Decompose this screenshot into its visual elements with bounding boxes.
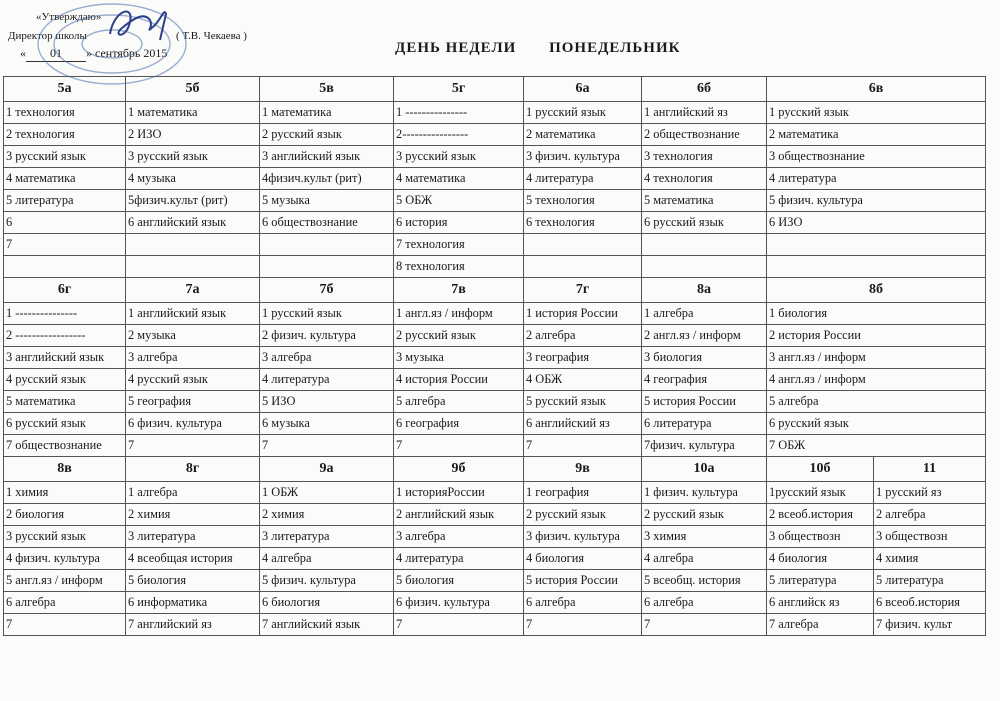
lesson-cell: 6 русский язык: [642, 212, 767, 234]
lesson-cell: 6: [4, 212, 126, 234]
lesson-cell: 1 русский язык: [260, 303, 394, 325]
lesson-cell: [4, 256, 126, 278]
lesson-cell: 4 математика: [4, 168, 126, 190]
lesson-cell: 4 биология: [524, 548, 642, 570]
approval-title: «Утверждаю»: [36, 11, 102, 23]
lesson-cell: 7: [394, 435, 524, 457]
lesson-cell: 3 физич. культура: [524, 146, 642, 168]
lesson-cell: 3 русский язык: [4, 146, 126, 168]
lesson-row: [4, 303, 986, 325]
schedule-table: [3, 76, 986, 636]
lesson-cell: 6 информатика: [126, 592, 260, 614]
lesson-cell: [767, 234, 986, 256]
lesson-row: [4, 548, 986, 570]
lesson-cell: 4 математика: [394, 168, 524, 190]
class-header: 7а: [126, 278, 260, 303]
director-signature: [104, 0, 174, 48]
lesson-cell: [260, 234, 394, 256]
lesson-cell: 3 литература: [126, 526, 260, 548]
lesson-row: [4, 482, 986, 504]
lesson-row: [4, 146, 986, 168]
class-header: 7б: [260, 278, 394, 303]
lesson-cell: 2 алгебра: [874, 504, 986, 526]
lesson-cell: 1 химия: [4, 482, 126, 504]
lesson-cell: 3 русский язык: [394, 146, 524, 168]
lesson-cell: 7 ОБЖ: [767, 435, 986, 457]
class-header: 6а: [524, 77, 642, 102]
class-header: 8б: [767, 278, 986, 303]
lesson-cell: 1 технология: [4, 102, 126, 124]
lesson-cell: 5 история России: [642, 391, 767, 413]
lesson-cell: 2 математика: [767, 124, 986, 146]
lesson-cell: 3 физич. культура: [524, 526, 642, 548]
approval-date-day: 01: [26, 46, 86, 62]
lesson-cell: 7 физич. культ: [874, 614, 986, 636]
lesson-cell: 2 музыка: [126, 325, 260, 347]
class-header: 9б: [394, 457, 524, 482]
lesson-cell: 2 всеоб.история: [767, 504, 874, 526]
lesson-cell: 1русский язык: [767, 482, 874, 504]
lesson-cell: 1 биология: [767, 303, 986, 325]
lesson-cell: [767, 256, 986, 278]
class-header: 10а: [642, 457, 767, 482]
lesson-cell: 3 алгебра: [394, 526, 524, 548]
class-header-row: [4, 457, 986, 482]
lesson-cell: 6 всеоб.история: [874, 592, 986, 614]
lesson-cell: 7: [524, 435, 642, 457]
lesson-row: [4, 435, 986, 457]
lesson-cell: 5 математика: [4, 391, 126, 413]
lesson-cell: 5 география: [126, 391, 260, 413]
lesson-cell: 4 музыка: [126, 168, 260, 190]
lesson-cell: 2 русский язык: [394, 325, 524, 347]
lesson-cell: 5 музыка: [260, 190, 394, 212]
lesson-row: [4, 413, 986, 435]
lesson-cell: 1 ---------------: [4, 303, 126, 325]
heading-day: ПОНЕДЕЛЬНИК: [549, 40, 681, 56]
lesson-cell: 4 ОБЖ: [524, 369, 642, 391]
director-label: Директор школы: [8, 30, 87, 42]
lesson-cell: 3 русский язык: [126, 146, 260, 168]
lesson-cell: 2 русский язык: [642, 504, 767, 526]
lesson-cell: [126, 256, 260, 278]
class-header: 9а: [260, 457, 394, 482]
lesson-cell: 3 география: [524, 347, 642, 369]
lesson-row: [4, 592, 986, 614]
lesson-cell: 5 алгебра: [394, 391, 524, 413]
lesson-cell: 2 математика: [524, 124, 642, 146]
lesson-cell: 2 русский язык: [260, 124, 394, 146]
lesson-cell: 6 алгебра: [524, 592, 642, 614]
lesson-cell: 6 музыка: [260, 413, 394, 435]
lesson-cell: 1 английский язык: [126, 303, 260, 325]
lesson-cell: 6 физич. культура: [394, 592, 524, 614]
lesson-cell: 6 русский язык: [767, 413, 986, 435]
lesson-cell: 3 музыка: [394, 347, 524, 369]
lesson-cell: 2 обществознание: [642, 124, 767, 146]
lesson-cell: 6 алгебра: [4, 592, 126, 614]
class-header: 7г: [524, 278, 642, 303]
class-header: 5а: [4, 77, 126, 102]
lesson-cell: 5 ИЗО: [260, 391, 394, 413]
lesson-cell: 5 всеобщ. история: [642, 570, 767, 592]
lesson-row: [4, 570, 986, 592]
lesson-cell: 6 литература: [642, 413, 767, 435]
lesson-cell: 4 литература: [394, 548, 524, 570]
lesson-cell: 6 английский язык: [126, 212, 260, 234]
lesson-cell: 4 география: [642, 369, 767, 391]
lesson-cell: 7 обществознание: [4, 435, 126, 457]
lesson-cell: 4 литература: [524, 168, 642, 190]
lesson-cell: 7: [4, 614, 126, 636]
lesson-cell: 5 история России: [524, 570, 642, 592]
lesson-cell: 5 литература: [4, 190, 126, 212]
lesson-cell: 4физич.культ (рит): [260, 168, 394, 190]
lesson-cell: 5 англ.яз / информ: [4, 570, 126, 592]
approval-date: « 01 » сентябрь 2015: [20, 46, 168, 60]
class-header: 5б: [126, 77, 260, 102]
class-header: 6г: [4, 278, 126, 303]
lesson-cell: 3 химия: [642, 526, 767, 548]
lesson-cell: 2 технология: [4, 124, 126, 146]
lesson-cell: 6 технология: [524, 212, 642, 234]
lesson-cell: 4 литература: [767, 168, 986, 190]
lesson-cell: 2 русский язык: [524, 504, 642, 526]
lesson-cell: 7: [394, 614, 524, 636]
lesson-cell: 7: [642, 614, 767, 636]
lesson-cell: 5 русский язык: [524, 391, 642, 413]
lesson-cell: 7 английский яз: [126, 614, 260, 636]
lesson-row: [4, 325, 986, 347]
lesson-cell: 2 английский язык: [394, 504, 524, 526]
lesson-cell: 6 физич. культура: [126, 413, 260, 435]
lesson-cell: 5 биология: [394, 570, 524, 592]
lesson-cell: 1 англ.яз / информ: [394, 303, 524, 325]
lesson-cell: 2 алгебра: [524, 325, 642, 347]
class-header: 9в: [524, 457, 642, 482]
lesson-cell: 1 русский яз: [874, 482, 986, 504]
lesson-row: [4, 102, 986, 124]
lesson-cell: 7: [4, 234, 126, 256]
page-heading: [395, 40, 709, 57]
lesson-cell: [260, 256, 394, 278]
lesson-cell: 5 технология: [524, 190, 642, 212]
lesson-cell: 2 -----------------: [4, 325, 126, 347]
lesson-cell: [524, 256, 642, 278]
lesson-cell: 1 география: [524, 482, 642, 504]
lesson-cell: 2 история России: [767, 325, 986, 347]
lesson-cell: 6 обществознание: [260, 212, 394, 234]
lesson-cell: 5 физич. культура: [767, 190, 986, 212]
lesson-cell: 1 ОБЖ: [260, 482, 394, 504]
lesson-row: [4, 190, 986, 212]
heading-label: ДЕНЬ НЕДЕЛИ: [395, 40, 517, 56]
class-header: 5в: [260, 77, 394, 102]
class-header: 6в: [767, 77, 986, 102]
lesson-cell: 3 обществозн: [767, 526, 874, 548]
lesson-cell: 6 английский яз: [524, 413, 642, 435]
lesson-cell: 1 русский язык: [524, 102, 642, 124]
lesson-cell: 3 англ.яз / информ: [767, 347, 986, 369]
lesson-row: [4, 347, 986, 369]
lesson-cell: 3 алгебра: [260, 347, 394, 369]
lesson-cell: 1 ---------------: [394, 102, 524, 124]
lesson-cell: 7: [260, 435, 394, 457]
lesson-cell: 5 математика: [642, 190, 767, 212]
lesson-cell: 2 биология: [4, 504, 126, 526]
class-header: 11: [874, 457, 986, 482]
lesson-cell: 3 обществозн: [874, 526, 986, 548]
lesson-row: [4, 212, 986, 234]
lesson-cell: [642, 234, 767, 256]
lesson-cell: 4 всеобщая история: [126, 548, 260, 570]
lesson-cell: 5 физич. культура: [260, 570, 394, 592]
lesson-cell: 1 русский язык: [767, 102, 986, 124]
lesson-cell: 1 физич. культура: [642, 482, 767, 504]
lesson-cell: [642, 256, 767, 278]
lesson-cell: 6 русский язык: [4, 413, 126, 435]
class-header: 8в: [4, 457, 126, 482]
lesson-cell: 7 технология: [394, 234, 524, 256]
lesson-cell: 2 химия: [260, 504, 394, 526]
lesson-cell: 4 технология: [642, 168, 767, 190]
lesson-cell: 4 история России: [394, 369, 524, 391]
lesson-cell: 3 литература: [260, 526, 394, 548]
lesson-cell: 1 историяРоссии: [394, 482, 524, 504]
lesson-cell: 6 география: [394, 413, 524, 435]
lesson-cell: [126, 234, 260, 256]
lesson-cell: 5 литература: [767, 570, 874, 592]
lesson-cell: 6 история: [394, 212, 524, 234]
class-header: 6б: [642, 77, 767, 102]
lesson-cell: 2 ИЗО: [126, 124, 260, 146]
lesson-cell: 4 литература: [260, 369, 394, 391]
lesson-cell: 4 физич. культура: [4, 548, 126, 570]
lesson-cell: 4 химия: [874, 548, 986, 570]
lesson-cell: 7: [524, 614, 642, 636]
lesson-row: [4, 526, 986, 548]
lesson-cell: 1 алгебра: [642, 303, 767, 325]
lesson-cell: 6 английск яз: [767, 592, 874, 614]
lesson-cell: 1 математика: [260, 102, 394, 124]
lesson-row: [4, 234, 986, 256]
director-name: ( Т.В. Чекаева ): [176, 30, 247, 42]
lesson-row: [4, 124, 986, 146]
lesson-cell: 3 русский язык: [4, 526, 126, 548]
lesson-cell: 4 алгебра: [642, 548, 767, 570]
lesson-cell: 4 алгебра: [260, 548, 394, 570]
lesson-row: [4, 369, 986, 391]
lesson-cell: 5 биология: [126, 570, 260, 592]
lesson-cell: 4 биология: [767, 548, 874, 570]
lesson-cell: 5 ОБЖ: [394, 190, 524, 212]
lesson-cell: 6 биология: [260, 592, 394, 614]
class-header: 5г: [394, 77, 524, 102]
class-header: 7в: [394, 278, 524, 303]
lesson-cell: 1 английский яз: [642, 102, 767, 124]
lesson-cell: 2 химия: [126, 504, 260, 526]
lesson-cell: 1 история России: [524, 303, 642, 325]
lesson-cell: 3 биология: [642, 347, 767, 369]
class-header-row: [4, 77, 986, 102]
class-header: 8г: [126, 457, 260, 482]
lesson-cell: 2 англ.яз / информ: [642, 325, 767, 347]
lesson-row: [4, 614, 986, 636]
lesson-cell: 5 литература: [874, 570, 986, 592]
class-header: 10б: [767, 457, 874, 482]
lesson-cell: 2 физич. культура: [260, 325, 394, 347]
lesson-cell: 3 технология: [642, 146, 767, 168]
lesson-row: [4, 256, 986, 278]
lesson-cell: 5 алгебра: [767, 391, 986, 413]
lesson-cell: 4 русский язык: [126, 369, 260, 391]
lesson-cell: 3 английский язык: [4, 347, 126, 369]
lesson-cell: 7физич. культура: [642, 435, 767, 457]
lesson-cell: 1 алгебра: [126, 482, 260, 504]
lesson-cell: 2----------------: [394, 124, 524, 146]
lesson-row: [4, 168, 986, 190]
class-header: 8а: [642, 278, 767, 303]
lesson-cell: 3 алгебра: [126, 347, 260, 369]
lesson-cell: 6 ИЗО: [767, 212, 986, 234]
lesson-cell: 5физич.культ (рит): [126, 190, 260, 212]
lesson-row: [4, 504, 986, 526]
lesson-cell: 4 русский язык: [4, 369, 126, 391]
class-header-row: [4, 278, 986, 303]
lesson-cell: 6 алгебра: [642, 592, 767, 614]
lesson-cell: 3 обществознание: [767, 146, 986, 168]
lesson-cell: 7 алгебра: [767, 614, 874, 636]
lesson-cell: [524, 234, 642, 256]
lesson-cell: 8 технология: [394, 256, 524, 278]
lesson-cell: 7: [126, 435, 260, 457]
lesson-row: [4, 391, 986, 413]
lesson-cell: 4 англ.яз / информ: [767, 369, 986, 391]
lesson-cell: 3 английский язык: [260, 146, 394, 168]
lesson-cell: 7 английский язык: [260, 614, 394, 636]
lesson-cell: 1 математика: [126, 102, 260, 124]
